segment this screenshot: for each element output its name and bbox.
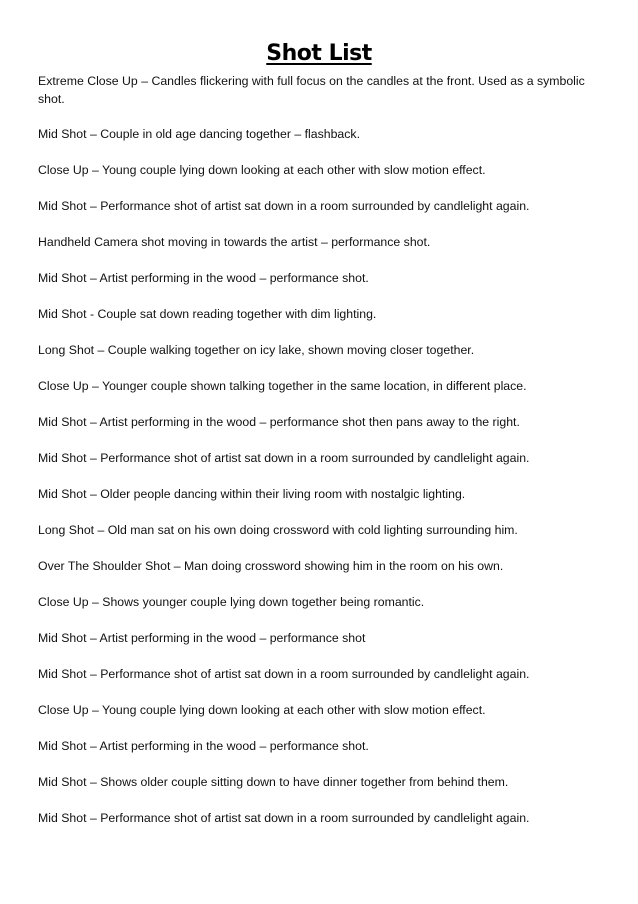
shot-line: Mid Shot – Artist performing in the wood – performance shot. [38,739,369,753]
shot-line: Mid Shot – Artist performing in the wood – performance shot [38,631,366,645]
shot-line: Mid Shot – Performance shot of artist sat down in a room surrounded by candlelight again. [38,811,530,825]
shot-line: Close Up – Shows younger couple lying down together being romantic. [38,595,425,609]
shot-line: Extreme Close Up – Candles flickering with full focus on the candles at the front. Used as a symbolic shot. [38,74,585,106]
title-text: Shot List [266,41,372,66]
shot-line: Mid Shot – Older people dancing within their living room with nostalgic lighting. [38,487,466,501]
shot-line: Over The Shoulder Shot – Man doing crossword showing him in the room on his own. [38,559,504,573]
shot-line: Mid Shot – Performance shot of artist sat down in a room surrounded by candlelight again. [38,667,530,681]
shot-line: Mid Shot – Artist performing in the wood – performance shot. [38,271,369,285]
shot-line: Close Up – Young couple lying down looking at each other with slow motion effect. [38,163,486,177]
shot-line: Long Shot – Couple walking together on icy lake, shown moving closer together. [38,343,475,357]
shot-line: Mid Shot - Couple sat down reading together with dim lighting. [38,307,377,321]
shot-line: Mid Shot – Performance shot of artist sat down in a room surrounded by candlelight again. [38,451,530,465]
shot-line: Mid Shot – Shows older couple sitting down to have dinner together from behind them. [38,775,509,789]
shot-list [38,72,603,845]
shot-line: Long Shot – Old man sat on his own doing crossword with cold lighting surrounding him. [38,523,518,537]
page-title [0,40,638,68]
shot-line: Mid Shot – Artist performing in the wood – performance shot then pans away to the right. [38,415,520,429]
shot-line: Close Up – Younger couple shown talking together in the same location, in different place. [38,379,527,393]
shot-line: Mid Shot – Couple in old age dancing together – flashback. [38,127,360,141]
shot-line: Handheld Camera shot moving in towards the artist – performance shot. [38,235,431,249]
shot-line: Close Up – Young couple lying down looking at each other with slow motion effect. [38,703,486,717]
shot-line: Mid Shot – Performance shot of artist sat down in a room surrounded by candlelight again. [38,199,530,213]
